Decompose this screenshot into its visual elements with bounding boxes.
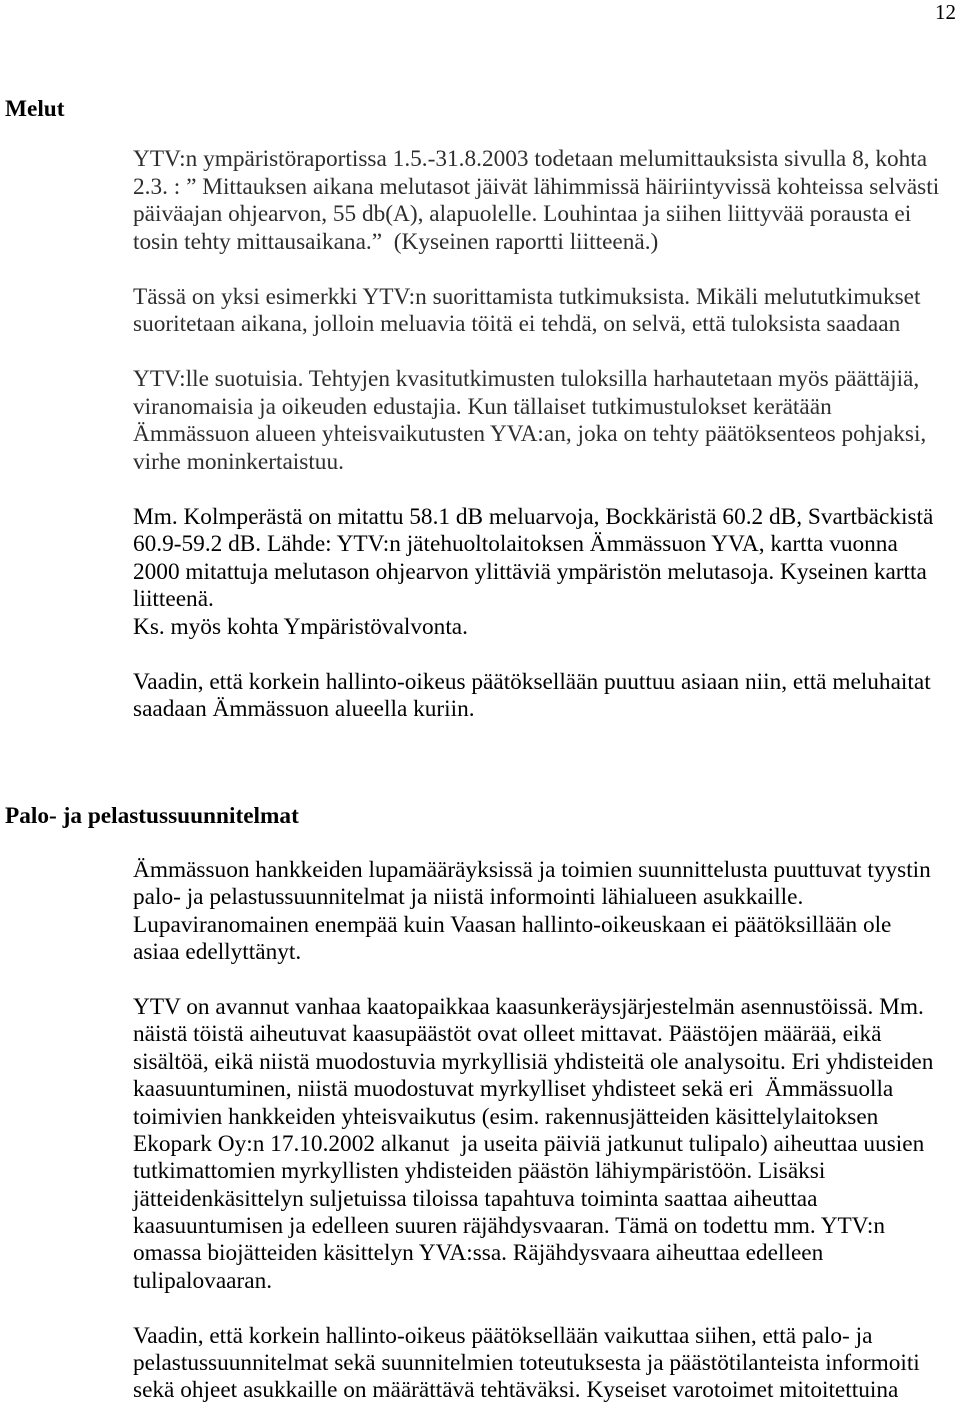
paragraph: [133, 1323, 933, 1405]
text-line: sekä ohjeet asukkaille on määrättävä tehtäväksi. Kyseiset varotoimet mitoitettuina: [133, 1377, 899, 1404]
paragraph-spacer: [133, 967, 933, 994]
page-number: 12: [935, 0, 956, 24]
paragraph: [133, 857, 933, 967]
section-heading-palo: Palo- ja pelastussuunnitelmat: [5, 803, 299, 829]
text-line: omassa biojätteiden käsittelyn YVA:ssa. Räjähdysvaara aiheuttaa edelleen: [133, 1240, 824, 1267]
text-line: jätteidenkäsittelyn suljetuissa tiloissa tapahtuva toiminta saattaa aiheuttaa: [133, 1185, 818, 1212]
text-line: Lupaviranomainen enempää kuin Vaasan hallinto-oikeuskaan ei päätöksillään ole: [133, 911, 892, 938]
text-line: Tässä on yksi esimerkki YTV:n suorittamista tutkimuksista. Mikäli melututkimukset: [133, 283, 921, 310]
paragraph-spacer: [133, 476, 939, 504]
text-line: asiaa edellyttänyt.: [133, 939, 302, 966]
text-line: tosin tehty mittausaikana.” (Kyseinen raportti liitteenä.): [133, 228, 659, 255]
text-line: tutkimattomien myrkyllisten yhdisteiden päästön lähiympäristöön. Lisäksi: [133, 1158, 826, 1185]
paragraph: [133, 146, 939, 256]
text-line: viranomaisia ja oikeuden edustajia. Kun tällaiset tutkimustulokset kerätään: [133, 393, 832, 420]
paragraph: [133, 366, 939, 476]
text-line: pelastussuunnitelmat sekä suunnitelmien toteutuksesta ja päästötilanteista informoiti: [133, 1350, 920, 1377]
paragraph: [133, 669, 939, 724]
text-line: tulipalovaaran.: [133, 1267, 273, 1294]
text-line: 60.9-59.2 dB. Lähde: YTV:n jätehuoltolaitoksen Ämmässuon YVA, kartta vuonna: [133, 531, 898, 557]
text-line: näistä töistä aiheutuvat kaasupäästöt ovat olleet mittavat. Päästöjen määrää, eikä: [133, 1021, 882, 1048]
section-body-palo: [133, 857, 933, 1405]
section-body-melut: [133, 146, 939, 724]
text-line: YTV:n ympäristöraportissa 1.5.-31.8.2003 todetaan melumittauksista sivulla 8, kohta: [133, 146, 928, 172]
paragraph-spacer: [133, 1295, 933, 1322]
text-line: 2000 mitattuja melutason ohjearvon ylittäviä ympäristön melutasoja. Kyseinen kartta: [133, 558, 927, 585]
text-line: päiväajan ohjearvon, 55 db(A), alapuolelle. Louhintaa ja siihen liittyvää porausta ei: [133, 201, 912, 227]
paragraph-spacer: [133, 339, 939, 367]
text-line: Ämmässuon alueen yhteisvaikutusten YVA:an, joka on tehty päätöksenteos pohjaksi,: [133, 421, 927, 447]
paragraph: [133, 994, 933, 1295]
text-line: kaasuuntuminen, niistä muodostuvat myrkylliset yhdisteet sekä eri Ämmässuolla: [133, 1076, 894, 1103]
section-heading-melut: Melut: [5, 96, 65, 122]
text-line: YTV on avannut vanhaa kaatopaikkaa kaasunkeräysjärjestelmän asennustöissä. Mm.: [133, 993, 924, 1020]
text-line: Ks. myös kohta Ympäristövalvonta.: [133, 613, 468, 640]
text-line: Ämmässuon hankkeiden lupamääräyksissä ja toimien suunnittelusta puuttuvat tyystin: [133, 857, 931, 883]
text-line: kaasuuntumisen ja edelleen suuren räjähdysvaaran. Tämä on todettu mm. YTV:n: [133, 1213, 885, 1240]
text-line: suoritetaan aikana, jolloin meluavia töitä ei tehdä, on selvä, että tuloksista saadaan: [133, 311, 901, 337]
text-line: Vaadin, että korkein hallinto-oikeus päätöksellään vaikuttaa siihen, että palo- ja: [133, 1322, 873, 1349]
text-line: Vaadin, että korkein hallinto-oikeus päätöksellään puuttuu asiaan niin, että meluhaitat: [133, 668, 931, 695]
paragraph-spacer: [133, 641, 939, 669]
text-line: saadaan Ämmässuon alueella kuriin.: [133, 696, 475, 722]
text-line: sisältöä, eikä niistä muodostuvia myrkyllisiä yhdisteitä ole analysoitu. Eri yhdisteiden: [133, 1048, 934, 1075]
text-line: liitteenä.: [133, 586, 214, 612]
text-line: 2.3. : ” Mittauksen aikana melutasot jäivät lähimmissä häiriintyvissä kohteissa selvästi: [133, 173, 940, 200]
text-line: Mm. Kolmperästä on mitattu 58.1 dB meluarvoja, Bockkäristä 60.2 dB, Svartbäckistä: [133, 503, 934, 530]
paragraph: [133, 504, 939, 642]
text-line: virhe moninkertaistuu.: [133, 448, 344, 475]
paragraph: [133, 284, 939, 339]
text-line: Ekopark Oy:n 17.10.2002 alkanut ja useita päiviä jatkunut tulipalo) aiheuttaa uusien: [133, 1130, 925, 1157]
text-line: palo- ja pelastussuunnitelmat ja niistä informointi lähialueen asukkaille.: [133, 884, 804, 911]
text-line: toimivien hankkeiden yhteisvaikutus (esim. rakennusjätteiden käsittelylaitoksen: [133, 1103, 879, 1130]
paragraph-spacer: [133, 256, 939, 284]
text-line: YTV:lle suotuisia. Tehtyjen kvasitutkimusten tuloksilla harhautetaan myös päättäjiä,: [133, 366, 920, 392]
